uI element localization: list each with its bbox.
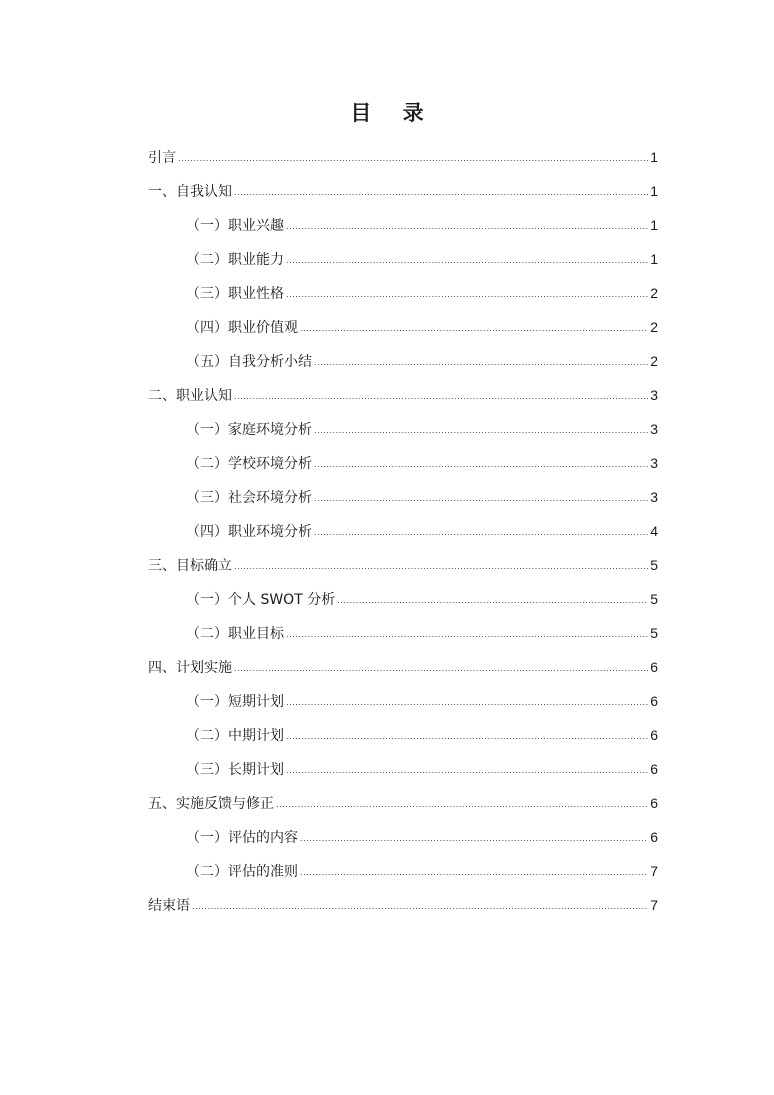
toc-entry-page: 1 — [650, 183, 658, 199]
toc-entry-label: （二）职业目标 — [186, 626, 284, 642]
toc-leader-dots — [286, 619, 648, 649]
toc-entry-page: 4 — [650, 523, 658, 539]
toc-entry-page: 6 — [650, 829, 658, 845]
toc-leader-dots — [286, 687, 648, 717]
toc-entry-label: （二）中期计划 — [186, 728, 284, 744]
toc-entry-label: （四）职业环境分析 — [186, 524, 312, 540]
toc-entry-label: （三）社会环境分析 — [186, 490, 312, 506]
toc-subentry[interactable] — [148, 856, 658, 890]
toc-subentry[interactable] — [148, 822, 658, 856]
toc-entry[interactable] — [148, 380, 658, 414]
toc-entry-page: 1 — [650, 251, 658, 267]
toc-subentry[interactable] — [148, 754, 658, 788]
toc-entry-page: 6 — [650, 693, 658, 709]
toc-leader-dots — [178, 143, 648, 173]
toc-entry[interactable] — [148, 176, 658, 210]
toc-leader-dots — [192, 891, 648, 921]
toc-leader-dots — [286, 245, 648, 275]
toc-leader-dots — [314, 347, 648, 377]
toc-entry-page: 2 — [650, 285, 658, 301]
toc-entry-page: 3 — [650, 455, 658, 471]
toc-subentry[interactable] — [148, 346, 658, 380]
toc-entry-label: 结束语 — [148, 898, 190, 914]
toc-subentry[interactable] — [148, 720, 658, 754]
toc-leader-dots — [234, 653, 648, 683]
toc-leader-dots — [314, 415, 648, 445]
toc-subentry[interactable] — [148, 482, 658, 516]
toc-entry-label: 一、自我认知 — [148, 184, 232, 200]
toc-entry[interactable] — [148, 788, 658, 822]
toc-entry-label: （二）职业能力 — [186, 252, 284, 268]
toc-entry-label: （一）家庭环境分析 — [186, 422, 312, 438]
toc-subentry[interactable] — [148, 686, 658, 720]
toc-subentry[interactable] — [148, 618, 658, 652]
toc-entry-label: 三、目标确立 — [148, 558, 232, 574]
toc-entry-page: 6 — [650, 795, 658, 811]
toc-entry-page: 7 — [650, 863, 658, 879]
toc-leader-dots — [300, 823, 648, 853]
toc-entry[interactable] — [148, 890, 658, 924]
toc-entry-page: 1 — [650, 149, 658, 165]
toc-leader-dots — [314, 483, 648, 513]
toc-entry-label: （一）个人 SWOT 分析 — [186, 592, 336, 608]
toc-entry-page: 2 — [650, 353, 658, 369]
toc-subentry[interactable] — [148, 584, 658, 618]
toc-subentry[interactable] — [148, 210, 658, 244]
toc-entry-page: 5 — [650, 591, 658, 607]
toc-subentry[interactable] — [148, 312, 658, 346]
toc-entry-label: 四、计划实施 — [148, 660, 232, 676]
toc-entry-page: 3 — [650, 489, 658, 505]
toc-entry-label: （三）职业性格 — [186, 286, 284, 302]
toc-entry-label: （三）长期计划 — [186, 762, 284, 778]
toc-entry-page: 6 — [650, 727, 658, 743]
toc-entry-label: 引言 — [148, 150, 176, 166]
toc-subentry[interactable] — [148, 516, 658, 550]
toc-entry-page: 5 — [650, 557, 658, 573]
toc-entry-label: （四）职业价值观 — [186, 320, 298, 336]
toc-entry-label: （一）职业兴趣 — [186, 218, 284, 234]
toc-entry-page: 3 — [650, 387, 658, 403]
toc-entry-label: 五、实施反馈与修正 — [148, 796, 274, 812]
toc-leader-dots — [300, 313, 648, 343]
table-of-contents — [148, 142, 658, 924]
toc-leader-dots — [234, 551, 648, 581]
toc-leader-dots — [286, 755, 648, 785]
toc-entry-label: 二、职业认知 — [148, 388, 232, 404]
toc-entry[interactable] — [148, 652, 658, 686]
toc-leader-dots — [286, 211, 648, 241]
toc-subentry[interactable] — [148, 244, 658, 278]
toc-entry-page: 1 — [650, 217, 658, 233]
toc-leader-dots — [286, 279, 648, 309]
toc-leader-dots — [314, 449, 648, 479]
toc-entry-page: 6 — [650, 659, 658, 675]
page-title: 目 录 — [350, 101, 436, 125]
toc-leader-dots — [234, 177, 648, 207]
toc-entry[interactable] — [148, 550, 658, 584]
toc-entry-page: 6 — [650, 761, 658, 777]
toc-leader-dots — [314, 517, 648, 547]
toc-entry-page: 3 — [650, 421, 658, 437]
toc-leader-dots — [300, 857, 648, 887]
toc-entry-page: 5 — [650, 625, 658, 641]
toc-entry-label: （二）评估的准则 — [186, 864, 298, 880]
toc-subentry[interactable] — [148, 448, 658, 482]
toc-entry-page: 7 — [650, 897, 658, 913]
toc-subentry[interactable] — [148, 278, 658, 312]
toc-leader-dots — [286, 721, 648, 751]
toc-leader-dots — [337, 585, 648, 615]
toc-subentry[interactable] — [148, 414, 658, 448]
toc-entry[interactable] — [148, 142, 658, 176]
toc-leader-dots — [276, 789, 648, 819]
toc-entry-label: （一）评估的内容 — [186, 830, 298, 846]
toc-entry-label: （一）短期计划 — [186, 694, 284, 710]
toc-entry-page: 2 — [650, 319, 658, 335]
toc-leader-dots — [234, 381, 648, 411]
toc-entry-label: （五）自我分析小结 — [186, 354, 312, 370]
toc-entry-label: （二）学校环境分析 — [186, 456, 312, 472]
